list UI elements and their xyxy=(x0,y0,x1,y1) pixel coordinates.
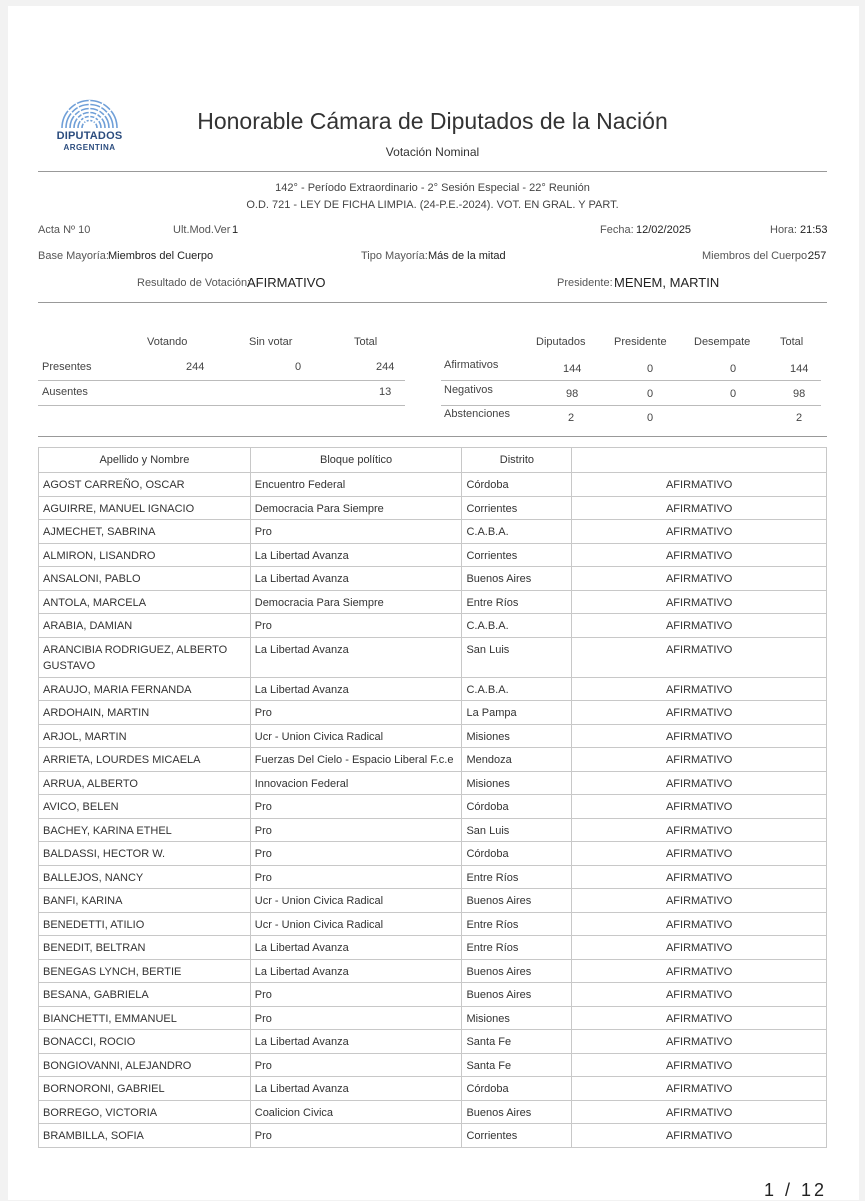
logo-text-diputados: DIPUTADOS xyxy=(56,130,123,142)
member-vote: AFIRMATIVO xyxy=(572,1030,827,1054)
member-name: BIANCHETTI, EMMANUEL xyxy=(39,1006,251,1030)
col-votando: Votando xyxy=(147,336,188,348)
member-distrito: Entre Ríos xyxy=(462,912,572,936)
member-name: BORNORONI, GABRIEL xyxy=(39,1077,251,1101)
member-vote: AFIRMATIVO xyxy=(572,543,827,567)
table-row xyxy=(39,959,827,983)
member-distrito: Buenos Aires xyxy=(462,567,572,591)
member-bloque: Fuerzas Del Cielo - Espacio Liberal F.c.e xyxy=(250,748,462,772)
miembros-label: Miembros del Cuerpo: xyxy=(702,250,811,262)
abstenciones-presidente: 0 xyxy=(647,412,654,424)
member-vote: AFIRMATIVO xyxy=(572,1006,827,1030)
table-header-row xyxy=(39,448,827,473)
member-vote: AFIRMATIVO xyxy=(572,1100,827,1124)
summary-row-negativos xyxy=(441,381,821,406)
table-row xyxy=(39,724,827,748)
resultado-label: Resultado de Votación: xyxy=(137,277,251,289)
table-row xyxy=(39,701,827,725)
member-vote: AFIRMATIVO xyxy=(572,959,827,983)
member-distrito: Misiones xyxy=(462,1006,572,1030)
tipo-mayoria-label: Tipo Mayoría: xyxy=(361,250,428,262)
member-distrito: Córdoba xyxy=(462,842,572,866)
member-name: ARJOL, MARTIN xyxy=(39,724,251,748)
col-desempate: Desempate xyxy=(694,336,751,348)
member-bloque: Encuentro Federal xyxy=(250,473,462,497)
member-distrito: C.A.B.A. xyxy=(462,614,572,638)
presentes-sin-votar: 0 xyxy=(295,361,302,373)
row-label: Presentes xyxy=(42,361,92,373)
ultmod-value: 1 xyxy=(232,224,239,236)
member-vote: AFIRMATIVO xyxy=(572,818,827,842)
member-vote: AFIRMATIVO xyxy=(572,614,827,638)
member-distrito: Corrientes xyxy=(462,1124,572,1148)
member-distrito: Misiones xyxy=(462,771,572,795)
logo-text-argentina: ARGENTINA xyxy=(63,143,116,152)
member-name: BENEDIT, BELTRAN xyxy=(39,936,251,960)
member-name: ALMIRON, LISANDRO xyxy=(39,543,251,567)
summary-row-afirmativos xyxy=(441,356,821,381)
member-bloque: Pro xyxy=(250,1124,462,1148)
member-vote: AFIRMATIVO xyxy=(572,771,827,795)
member-distrito: La Pampa xyxy=(462,701,572,725)
negativos-diputados: 98 xyxy=(566,388,579,400)
member-bloque: Pro xyxy=(250,818,462,842)
presentes-total: 244 xyxy=(376,361,395,373)
member-name: ARAUJO, MARIA FERNANDA xyxy=(39,677,251,701)
table-row xyxy=(39,1006,827,1030)
member-name: BONGIOVANNI, ALEJANDRO xyxy=(39,1053,251,1077)
ultmod-label: Ult.Mod.Ver xyxy=(173,224,231,236)
member-name: AGUIRRE, MANUEL IGNACIO xyxy=(39,496,251,520)
fecha-label: Fecha: xyxy=(600,224,634,236)
table-row xyxy=(39,520,827,544)
row-label: Negativos xyxy=(444,384,493,396)
member-name: AJMECHET, SABRINA xyxy=(39,520,251,544)
table-row xyxy=(39,795,827,819)
negativos-presidente: 0 xyxy=(647,388,654,400)
member-name: ARRIETA, LOURDES MICAELA xyxy=(39,748,251,772)
member-name: BACHEY, KARINA ETHEL xyxy=(39,818,251,842)
afirmativos-presidente: 0 xyxy=(647,363,654,375)
summary-row-presentes xyxy=(38,356,405,381)
table-row xyxy=(39,473,827,497)
table-row xyxy=(39,748,827,772)
member-distrito: Entre Ríos xyxy=(462,590,572,614)
member-bloque: Pro xyxy=(250,842,462,866)
table-row xyxy=(39,543,827,567)
member-distrito: Buenos Aires xyxy=(462,959,572,983)
fecha-value: 12/02/2025 xyxy=(636,224,692,236)
member-vote: AFIRMATIVO xyxy=(572,1053,827,1077)
member-bloque: Pro xyxy=(250,1053,462,1077)
table-row xyxy=(39,637,827,677)
member-name: BRAMBILLA, SOFIA xyxy=(39,1124,251,1148)
member-bloque: La Libertad Avanza xyxy=(250,1030,462,1054)
negativos-total: 98 xyxy=(793,388,806,400)
member-vote: AFIRMATIVO xyxy=(572,842,827,866)
table-row xyxy=(39,1030,827,1054)
table-row xyxy=(39,842,827,866)
summary-row-ausentes xyxy=(38,381,405,406)
base-mayoria-value: Miembros del Cuerpo xyxy=(108,250,214,262)
member-name: BORREGO, VICTORIA xyxy=(39,1100,251,1124)
summary-row-abstenciones xyxy=(441,405,821,429)
afirmativos-total: 144 xyxy=(790,363,809,375)
member-distrito: Entre Ríos xyxy=(462,936,572,960)
member-bloque: Pro xyxy=(250,520,462,544)
member-vote: AFIRMATIVO xyxy=(572,1124,827,1148)
member-vote: AFIRMATIVO xyxy=(572,1077,827,1101)
votes-table xyxy=(38,447,827,1148)
member-name: AVICO, BELEN xyxy=(39,795,251,819)
afirmativos-diputados: 144 xyxy=(563,363,582,375)
header-voto xyxy=(572,448,827,473)
member-distrito: Misiones xyxy=(462,724,572,748)
table-row xyxy=(39,771,827,795)
member-name: ANTOLA, MARCELA xyxy=(39,590,251,614)
member-bloque: Ucr - Union Civica Radical xyxy=(250,912,462,936)
member-distrito: Buenos Aires xyxy=(462,983,572,1007)
document-title: Honorable Cámara de Diputados de la Nación xyxy=(197,108,668,134)
table-row xyxy=(39,496,827,520)
member-name: BALLEJOS, NANCY xyxy=(39,865,251,889)
member-distrito: C.A.B.A. xyxy=(462,520,572,544)
member-vote: AFIRMATIVO xyxy=(572,795,827,819)
member-bloque: La Libertad Avanza xyxy=(250,959,462,983)
member-distrito: Santa Fe xyxy=(462,1053,572,1077)
member-bloque: La Libertad Avanza xyxy=(250,543,462,567)
header-distrito: Distrito xyxy=(462,448,572,473)
table-row xyxy=(39,1100,827,1124)
divider xyxy=(38,171,827,172)
member-bloque: Pro xyxy=(250,983,462,1007)
row-label: Afirmativos xyxy=(444,359,499,371)
member-vote: AFIRMATIVO xyxy=(572,748,827,772)
member-bloque: Pro xyxy=(250,865,462,889)
hora-label: Hora: xyxy=(770,224,797,236)
member-name: BENEDETTI, ATILIO xyxy=(39,912,251,936)
member-name: ANSALONI, PABLO xyxy=(39,567,251,591)
member-name: BALDASSI, HECTOR W. xyxy=(39,842,251,866)
member-distrito: Corrientes xyxy=(462,496,572,520)
member-distrito: Córdoba xyxy=(462,795,572,819)
member-distrito: C.A.B.A. xyxy=(462,677,572,701)
member-bloque: Pro xyxy=(250,795,462,819)
document-subtitle: Votación Nominal xyxy=(385,145,480,159)
member-bloque: Ucr - Union Civica Radical xyxy=(250,889,462,913)
member-vote: AFIRMATIVO xyxy=(572,912,827,936)
col-sin-votar: Sin votar xyxy=(249,336,293,348)
member-distrito: San Luis xyxy=(462,818,572,842)
member-bloque: La Libertad Avanza xyxy=(250,936,462,960)
acta-number: Acta Nº 10 xyxy=(38,224,91,236)
member-vote: AFIRMATIVO xyxy=(572,496,827,520)
col-total: Total xyxy=(780,336,804,348)
abstenciones-diputados: 2 xyxy=(568,412,575,424)
table-row xyxy=(39,1077,827,1101)
member-bloque: La Libertad Avanza xyxy=(250,567,462,591)
member-bloque: Democracia Para Siempre xyxy=(250,590,462,614)
header-bloque-politico: Bloque político xyxy=(250,448,462,473)
member-vote: AFIRMATIVO xyxy=(572,983,827,1007)
presentes-votando: 244 xyxy=(186,361,205,373)
member-name: AGOST CARREÑO, OSCAR xyxy=(39,473,251,497)
member-distrito: Santa Fe xyxy=(462,1030,572,1054)
member-distrito: Mendoza xyxy=(462,748,572,772)
member-vote: AFIRMATIVO xyxy=(572,590,827,614)
table-row xyxy=(39,818,827,842)
member-bloque: La Libertad Avanza xyxy=(250,1077,462,1101)
session-line: 142° - Período Extraordinario - 2° Sesión Especial - 22° Reunión xyxy=(275,182,590,194)
table-row xyxy=(39,1053,827,1077)
member-vote: AFIRMATIVO xyxy=(572,936,827,960)
table-row xyxy=(39,677,827,701)
member-distrito: Entre Ríos xyxy=(462,865,572,889)
row-label: Abstenciones xyxy=(444,408,511,420)
member-vote: AFIRMATIVO xyxy=(572,473,827,497)
presidente-value: MENEM, MARTIN xyxy=(614,275,720,290)
ausentes-total: 13 xyxy=(379,386,392,398)
member-vote: AFIRMATIVO xyxy=(572,865,827,889)
member-name: BONACCI, ROCIO xyxy=(39,1030,251,1054)
votes-table-body xyxy=(39,473,827,1148)
member-name: ARRUA, ALBERTO xyxy=(39,771,251,795)
member-bloque: La Libertad Avanza xyxy=(250,677,462,701)
table-row xyxy=(39,1124,827,1148)
member-name: BESANA, GABRIELA xyxy=(39,983,251,1007)
member-bloque: Coalicion Civica xyxy=(250,1100,462,1124)
member-name: BANFI, KARINA xyxy=(39,889,251,913)
table-row xyxy=(39,614,827,638)
member-bloque: Pro xyxy=(250,701,462,725)
page-number: 1 / 12 xyxy=(763,1180,827,1200)
member-bloque: Pro xyxy=(250,614,462,638)
row-label: Ausentes xyxy=(42,386,88,398)
member-vote: AFIRMATIVO xyxy=(572,889,827,913)
presidente-label: Presidente: xyxy=(557,277,613,289)
table-row xyxy=(39,567,827,591)
member-distrito: Corrientes xyxy=(462,543,572,567)
subject-line: O.D. 721 - LEY DE FICHA LIMPIA. (24-P.E.-2024). VOT. EN GRAL. Y PART. xyxy=(246,199,619,211)
col-presidente: Presidente xyxy=(614,336,667,348)
resultado-value: AFIRMATIVO xyxy=(247,275,326,290)
member-bloque: Pro xyxy=(250,1006,462,1030)
divider xyxy=(38,302,827,303)
member-bloque: La Libertad Avanza xyxy=(250,637,462,677)
negativos-desempate: 0 xyxy=(730,388,737,400)
base-mayoria-label: Base Mayoría: xyxy=(38,250,109,262)
member-distrito: Buenos Aires xyxy=(462,1100,572,1124)
miembros-value: 257 xyxy=(808,250,827,262)
member-name: BENEGAS LYNCH, BERTIE xyxy=(39,959,251,983)
table-row xyxy=(39,912,827,936)
table-row xyxy=(39,590,827,614)
table-row xyxy=(39,889,827,913)
abstenciones-total: 2 xyxy=(796,412,803,424)
hora-value: 21:53 xyxy=(800,224,828,236)
member-name: ARDOHAIN, MARTIN xyxy=(39,701,251,725)
member-vote: AFIRMATIVO xyxy=(572,701,827,725)
afirmativos-desempate: 0 xyxy=(730,363,737,375)
header-apellido-nombre: Apellido y Nombre xyxy=(39,448,251,473)
member-distrito: Córdoba xyxy=(462,1077,572,1101)
member-vote: AFIRMATIVO xyxy=(572,724,827,748)
col-total: Total xyxy=(354,336,378,348)
divider xyxy=(38,436,827,437)
member-bloque: Democracia Para Siempre xyxy=(250,496,462,520)
member-name: ARANCIBIA RODRIGUEZ, ALBERTO GUSTAVO xyxy=(39,637,251,677)
member-name: ARABIA, DAMIAN xyxy=(39,614,251,638)
member-vote: AFIRMATIVO xyxy=(572,637,827,677)
member-bloque: Innovacion Federal xyxy=(250,771,462,795)
table-row xyxy=(39,865,827,889)
member-vote: AFIRMATIVO xyxy=(572,677,827,701)
member-distrito: Buenos Aires xyxy=(462,889,572,913)
member-distrito: San Luis xyxy=(462,637,572,677)
tipo-mayoria-value: Más de la mitad xyxy=(428,250,506,262)
member-distrito: Córdoba xyxy=(462,473,572,497)
member-vote: AFIRMATIVO xyxy=(572,520,827,544)
member-bloque: Ucr - Union Civica Radical xyxy=(250,724,462,748)
member-vote: AFIRMATIVO xyxy=(572,567,827,591)
table-row xyxy=(39,983,827,1007)
table-row xyxy=(39,936,827,960)
col-diputados: Diputados xyxy=(536,336,586,348)
